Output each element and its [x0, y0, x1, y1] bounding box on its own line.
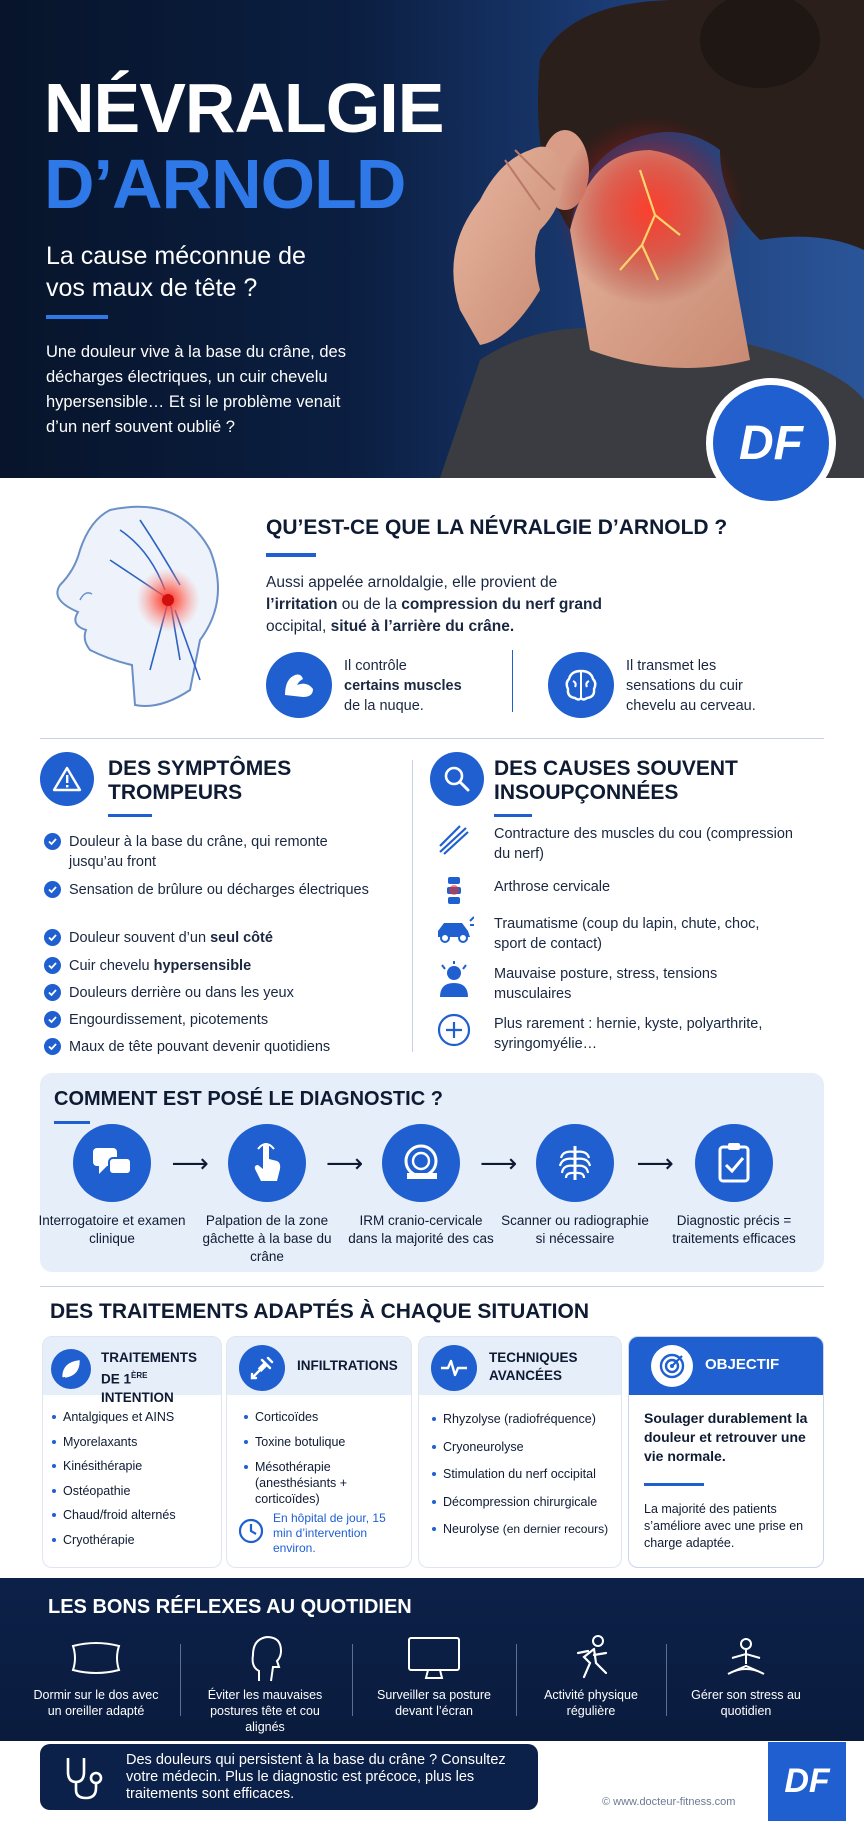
df-logo-footer: DF	[768, 1742, 846, 1821]
bullet-dot	[244, 1415, 248, 1419]
footer-message: Des douleurs qui persistent à la base du crâne ? Consultez votre médecin. Plus le diagnostic est précoce, plus les traitements sont efficaces.	[126, 1752, 506, 1802]
treatment-item-note: (en dernier recours)	[502, 1522, 609, 1536]
pillow-icon	[66, 1632, 126, 1684]
clipboard-check-icon	[695, 1124, 773, 1202]
bullet-dot	[52, 1440, 56, 1444]
symptom-bold: hypersensible	[153, 958, 252, 974]
treatment-item: Toxine botulique	[255, 1435, 346, 1449]
car-icon	[434, 910, 474, 950]
df-logo-badge: DF	[706, 378, 836, 508]
leaf-icon	[51, 1349, 91, 1389]
desc-bold: compression du nerf grand	[401, 596, 602, 613]
goal-main-text: Soulager durablement la douleur et retrouver une vie normale.	[644, 1410, 808, 1464]
symptom-text: Douleur à la base du crâne, qui remonte jusqu’au front	[69, 834, 328, 870]
card-title	[489, 1349, 578, 1385]
treatment-card-goal	[628, 1336, 824, 1568]
symptom-item	[69, 880, 369, 900]
reflex-divider	[180, 1644, 181, 1716]
desc-bold: l’irritation	[266, 596, 338, 613]
section-divider	[40, 738, 824, 739]
bullet-dot	[432, 1500, 436, 1504]
symptoms-title-line1: DES SYMPTÔMES	[108, 757, 292, 780]
treatment-item: Mésothérapie	[255, 1460, 331, 1474]
causes-title-line1: DES CAUSES SOUVENT	[494, 757, 738, 780]
check-icon	[44, 833, 61, 850]
symptom-text: Cuir chevelu	[69, 958, 154, 974]
fact1-text: Il contrôle	[344, 658, 407, 674]
reflex-divider	[516, 1644, 517, 1716]
reflex-label: Activité physique régulière	[544, 1688, 638, 1718]
brain-icon	[548, 652, 614, 718]
symptom-item	[69, 956, 369, 976]
arrow-right-icon: ⟶	[171, 1148, 209, 1178]
bullet-dot	[244, 1465, 248, 1469]
goal-sub-text: La majorité des patients s’améliore avec une prise en charge adaptée.	[644, 1502, 804, 1550]
hero-title-line1: NÉVRALGIE	[44, 69, 444, 147]
clock-icon	[237, 1517, 265, 1545]
cause-item: Traumatisme (coup du lapin, chute, choc, sport de contact)	[494, 916, 760, 952]
hero-title-line2: D’ARNOLD	[44, 145, 406, 223]
reflex-label: Éviter les mauvaises postures tête et cou alignés	[207, 1688, 323, 1734]
symptoms-title-line2: TROMPEURS	[108, 781, 243, 804]
card-title-line1: TRAITEMENTS	[101, 1350, 197, 1365]
symptom-text: Engourdissement, picotements	[69, 1012, 269, 1028]
treatment-item: Stimulation du nerf occipital	[443, 1467, 596, 1481]
diagnostic-underline	[54, 1121, 90, 1124]
meditation-icon	[716, 1632, 776, 1684]
diagnostic-step-label: Scanner ou radiographie si nécessaire	[501, 1213, 649, 1246]
goal-underline	[644, 1483, 704, 1486]
treatment-item: Antalgiques et AINS	[63, 1410, 175, 1424]
bullet-dot	[52, 1489, 56, 1493]
infiltration-note: En hôpital de jour, 15 min d’intervention environ.	[273, 1511, 386, 1555]
treatment-item: Rhyzolyse (radiofréquence)	[443, 1412, 596, 1426]
treatment-item: Cryoneurolyse	[443, 1439, 524, 1454]
warning-icon	[40, 752, 94, 806]
bullet-dot	[52, 1513, 56, 1517]
what-is-underline	[266, 553, 316, 557]
monitor-icon	[404, 1632, 464, 1684]
cause-item: Arthrose cervicale	[494, 879, 611, 895]
hero-description: Une douleur vive à la base du crâne, des décharges électriques, un cuir chevelu hypersensible… Et si le problème venait d’un nerf souvent oublié ?	[46, 343, 346, 436]
fact-sensations: Il transmet les sensations du cuir chevelu au cerveau.	[626, 658, 756, 714]
card-title: INFILTRATIONS	[297, 1358, 398, 1373]
target-icon	[651, 1345, 693, 1387]
bullet-dot	[432, 1527, 436, 1531]
symptom-item	[69, 1010, 369, 1030]
diagnostic-step-label: Diagnostic précis = traitements efficaces	[672, 1213, 796, 1246]
symptom-text: Sensation de brûlure ou décharges électriques	[69, 882, 369, 898]
treatment-item: Chaud/froid alternés	[63, 1508, 176, 1522]
card-title-line2: DE 1	[101, 1371, 132, 1387]
treatment-card-first-line	[42, 1336, 222, 1568]
card-title-line1: TECHNIQUES	[489, 1350, 578, 1365]
card-title-line2b: INTENTION	[101, 1389, 174, 1405]
symptom-text: Douleurs derrière ou dans les yeux	[69, 985, 294, 1001]
fact1-text: de la nuque.	[344, 698, 424, 714]
check-icon	[44, 984, 61, 1001]
treatment-item: Corticoïdes	[255, 1410, 319, 1424]
head-profile-icon	[235, 1632, 295, 1684]
check-icon	[44, 1038, 61, 1055]
reflexes-title: LES BONS RÉFLEXES AU QUOTIDIEN	[48, 1596, 412, 1618]
syringe-icon	[239, 1345, 285, 1391]
reflex-label: Dormir sur le dos avec un oreiller adapté	[33, 1688, 159, 1718]
symptoms-title	[108, 757, 291, 805]
finger-touch-icon	[228, 1124, 306, 1202]
check-icon	[44, 1011, 61, 1028]
ribcage-xray-icon	[536, 1124, 614, 1202]
reflex-label: Gérer son stress au quotidien	[691, 1688, 801, 1718]
reflex-divider	[666, 1644, 667, 1716]
treatment-card-infiltrations	[226, 1336, 412, 1568]
section-divider	[40, 1286, 824, 1287]
causes-title	[494, 757, 738, 805]
bullet-dot	[52, 1415, 56, 1419]
mri-scanner-icon	[382, 1124, 460, 1202]
stethoscope-icon	[56, 1752, 108, 1804]
symptoms-underline	[108, 814, 152, 817]
treatment-card-advanced	[418, 1336, 622, 1568]
check-icon	[44, 957, 61, 974]
bullet-dot	[52, 1464, 56, 1468]
symptom-text: Maux de tête pouvant devenir quotidiens	[69, 1039, 331, 1055]
bullet-dot	[432, 1472, 436, 1476]
treatment-item: Décompression chirurgicale	[443, 1494, 598, 1509]
magnifier-icon	[430, 752, 484, 806]
desc-part: Aussi appelée arnoldalgie, elle provient de	[266, 574, 558, 591]
symptom-text: Douleur souvent d’un	[69, 930, 211, 946]
causes-title-line2: INSOUPÇONNÉES	[494, 781, 679, 804]
arrow-right-icon: ⟶	[636, 1148, 674, 1178]
symptom-item	[69, 1037, 369, 1057]
cause-item: Plus rarement : hernie, kyste, polyarthrite, syringomyélie…	[494, 1016, 763, 1052]
bullet-dot	[432, 1445, 436, 1449]
treatment-item: Cryothérapie	[63, 1532, 135, 1547]
hero-subtitle: La cause méconnue de vos maux de tête ?	[46, 242, 306, 302]
cause-item: Mauvaise posture, stress, tensions musculaires	[494, 966, 718, 1002]
diagnostic-step-label: IRM cranio-cervicale dans la majorité des cas	[348, 1213, 494, 1246]
bullet-dot	[432, 1417, 436, 1421]
card-title: OBJECTIF	[705, 1356, 780, 1373]
desc-part: occipital,	[266, 618, 331, 635]
pulse-icon	[431, 1345, 477, 1391]
causes-underline	[494, 814, 532, 817]
bullet-dot	[244, 1440, 248, 1444]
fact-divider	[512, 650, 513, 712]
card-title	[101, 1349, 221, 1407]
what-is-description	[266, 572, 626, 638]
treatment-item: Ostéopathie	[63, 1483, 131, 1498]
fact1-bold: certains muscles	[344, 678, 462, 694]
column-divider	[412, 760, 413, 1052]
muscle-fibers-icon	[434, 820, 474, 860]
spine-icon	[434, 873, 474, 913]
symptom-item	[69, 832, 369, 872]
head-nerve-illustration	[40, 490, 240, 722]
fact-muscles	[344, 656, 474, 716]
card-title-sup: ÈRE	[131, 1371, 148, 1380]
hero-underline	[46, 315, 108, 319]
desc-part: ou de la	[337, 596, 402, 613]
diagnostic-step-label: Palpation de la zone gâchette à la base du crâne	[202, 1213, 332, 1264]
chat-bubbles-icon	[73, 1124, 151, 1202]
treatment-item: Kinésithérapie	[63, 1459, 143, 1473]
treatment-item: Myorelaxants	[63, 1434, 138, 1449]
arrow-right-icon: ⟶	[480, 1148, 518, 1178]
diagnostic-step-label: Interrogatoire et examen clinique	[38, 1213, 186, 1246]
diagnostic-title: COMMENT EST POSÉ LE DIAGNOSTIC ?	[54, 1088, 443, 1110]
treatment-item: Neurolyse (en dernier recours)	[443, 1522, 609, 1536]
treatments-title: DES TRAITEMENTS ADAPTÉS À CHAQUE SITUATION	[50, 1300, 590, 1323]
symptom-item	[69, 928, 369, 948]
bullet-dot	[52, 1538, 56, 1542]
card-title-line2: AVANCÉES	[489, 1368, 563, 1383]
reflex-label: Surveiller sa posture devant l’écran	[377, 1688, 491, 1718]
runner-icon	[561, 1632, 621, 1684]
cause-item: Contracture des muscles du cou (compression du nerf)	[494, 826, 793, 862]
footer-url: © www.docteur-fitness.com	[602, 1796, 736, 1808]
check-icon	[44, 929, 61, 946]
check-icon	[44, 881, 61, 898]
symptom-item	[69, 983, 369, 1003]
symptom-bold: seul côté	[210, 930, 273, 946]
arrow-right-icon: ⟶	[326, 1148, 364, 1178]
treatment-item: (anesthésiants + corticoïdes)	[255, 1476, 348, 1506]
arm-muscle-icon	[266, 652, 332, 718]
stressed-person-icon	[434, 960, 474, 1000]
reflex-divider	[352, 1644, 353, 1716]
desc-bold: situé à l’arrière du crâne.	[330, 618, 515, 635]
plus-icon	[434, 1010, 474, 1050]
what-is-title: QU’EST-CE QUE LA NÉVRALGIE D’ARNOLD ?	[266, 516, 728, 539]
